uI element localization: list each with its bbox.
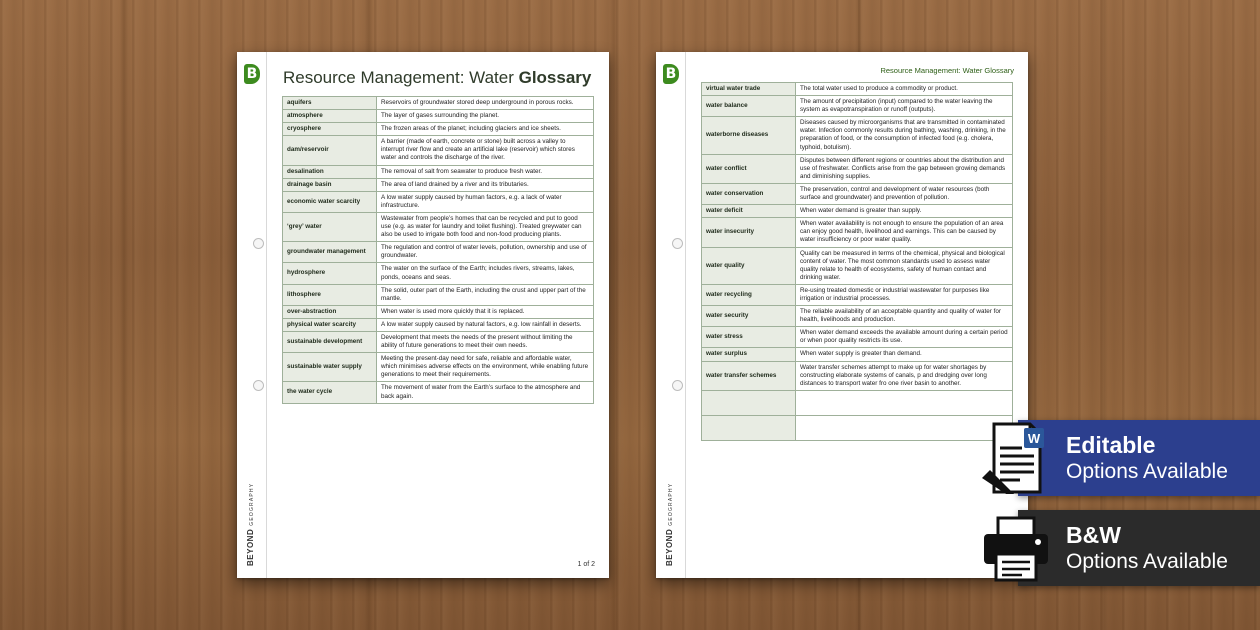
glossary-row: [283, 318, 594, 331]
beyond-logo-icon: B: [663, 64, 679, 84]
glossary-definition: The water on the surface of the Earth; includes rivers, streams, lakes, ponds, oceans and seas.: [377, 263, 594, 284]
glossary-definition: The total water used to produce a commodity or product.: [796, 83, 1013, 96]
glossary-definition: The layer of gases surrounding the planet.: [377, 110, 594, 123]
badge-title: Editable: [1066, 432, 1156, 458]
glossary-row: [283, 382, 594, 403]
empty-cell: [796, 390, 1013, 415]
editable-options-badge[interactable]: [1018, 420, 1260, 496]
punch-hole: [672, 238, 683, 249]
empty-cell: [702, 415, 796, 440]
glossary-row: [702, 83, 1013, 96]
glossary-term: water deficit: [702, 205, 796, 218]
glossary-row: [283, 97, 594, 110]
glossary-definition: The reliable availability of an acceptable quantity and quality of water for health, livelihoods and production.: [796, 306, 1013, 327]
glossary-row: [283, 284, 594, 305]
page-number: 1 of 2: [577, 561, 595, 568]
glossary-row: [702, 205, 1013, 218]
glossary-row: [283, 165, 594, 178]
glossary-term: water insecurity: [702, 218, 796, 247]
glossary-row: [702, 183, 1013, 204]
glossary-row: [283, 331, 594, 352]
brand-vertical: BEYONDGEOGRAPHY: [246, 482, 255, 566]
word-document-icon: [980, 420, 1052, 496]
glossary-definition: When water demand is greater than supply.: [796, 205, 1013, 218]
page-title: Resource Management: Water Glossary: [283, 68, 592, 87]
beyond-logo-icon: B: [244, 64, 260, 84]
glossary-term: water recycling: [702, 284, 796, 305]
empty-row: [702, 390, 1013, 415]
glossary-term: sustainable development: [283, 331, 377, 352]
glossary-term: water transfer schemes: [702, 361, 796, 390]
glossary-term: sustainable water supply: [283, 353, 377, 382]
glossary-table: [701, 82, 1013, 441]
glossary-definition: The movement of water from the Earth’s surface to the atmosphere and back again.: [377, 382, 594, 403]
glossary-definition: Development that meets the needs of the present without limiting the ability of future generations to meet their own needs.: [377, 331, 594, 352]
glossary-term: water conservation: [702, 183, 796, 204]
glossary-term: water security: [702, 306, 796, 327]
glossary-definition: Reservoirs of groundwater stored deep underground in porous rocks.: [377, 97, 594, 110]
glossary-definition: Disputes between different regions or countries about the distribution and use of freshwater. Conflicts arise from the gap between growing demands and diminishing supplies.: [796, 154, 1013, 183]
glossary-row: [702, 284, 1013, 305]
glossary-definition: The frozen areas of the planet; including glaciers and ice sheets.: [377, 123, 594, 136]
svg-text:W: W: [1027, 431, 1041, 446]
glossary-row: [702, 154, 1013, 183]
glossary-term: groundwater management: [283, 242, 377, 263]
page-margin-strip: [656, 52, 686, 578]
punch-hole: [253, 380, 264, 391]
glossary-row: [702, 218, 1013, 247]
glossary-term: lithosphere: [283, 284, 377, 305]
glossary-row: [283, 212, 594, 241]
glossary-definition: When water demand exceeds the available amount during a certain period or when poor quality restricts its use.: [796, 327, 1013, 348]
glossary-definition: Wastewater from people’s homes that can be recycled and put to good use (e.g. as water for laundry and toilet flushing). Treated greywater can also be used to irrigate both food and non-food producing plants.: [377, 212, 594, 241]
glossary-definition: A low water supply caused by natural factors, e.g. low rainfall in deserts.: [377, 318, 594, 331]
glossary-row: [283, 263, 594, 284]
glossary-row: [702, 247, 1013, 284]
glossary-definition: Meeting the present-day need for safe, reliable and affordable water, which minimises adverse effects on the environment, while enabling future generations to meet their requirements.: [377, 353, 594, 382]
glossary-definition: A low water supply caused by human factors, e.g. a lack of water infrastructure.: [377, 191, 594, 212]
glossary-term: cryosphere: [283, 123, 377, 136]
glossary-term: desalination: [283, 165, 377, 178]
glossary-page-1: [237, 52, 609, 578]
glossary-row: [283, 353, 594, 382]
badge-title: B&W: [1066, 522, 1121, 548]
glossary-row: [283, 136, 594, 165]
glossary-term: dam/reservoir: [283, 136, 377, 165]
empty-cell: [702, 390, 796, 415]
glossary-definition: When water supply is greater than demand.: [796, 348, 1013, 361]
glossary-term: physical water scarcity: [283, 318, 377, 331]
glossary-term: ‘grey’ water: [283, 212, 377, 241]
glossary-table: [282, 96, 594, 404]
running-title: Resource Management: Water Glossary: [880, 66, 1014, 75]
glossary-row: [283, 110, 594, 123]
glossary-definition: The solid, outer part of the Earth, including the crust and upper part of the mantle.: [377, 284, 594, 305]
glossary-definition: Quality can be measured in terms of the chemical, physical and biological content of water. The most common standards used to assess water quality relate to health of ecosystems, safety of human contact and drinking water.: [796, 247, 1013, 284]
glossary-term: waterborne diseases: [702, 117, 796, 154]
glossary-term: the water cycle: [283, 382, 377, 403]
glossary-row: [283, 242, 594, 263]
glossary-term: hydrosphere: [283, 263, 377, 284]
glossary-term: aquifers: [283, 97, 377, 110]
glossary-definition: The preservation, control and development of water resources (both surface and groundwater) and prevention of pollution.: [796, 183, 1013, 204]
glossary-row: [283, 191, 594, 212]
glossary-definition: A barrier (made of earth, concrete or stone) built across a valley to interrupt river flow and create an artificial lake (reservoir) which stores water and controls the discharge of the river.: [377, 136, 594, 165]
glossary-definition: The removal of salt from seawater to produce fresh water.: [377, 165, 594, 178]
glossary-definition: Re-using treated domestic or industrial wastewater for purposes like irrigation or industrial processes.: [796, 284, 1013, 305]
glossary-page-2: [656, 52, 1028, 578]
glossary-row: [702, 327, 1013, 348]
glossary-term: water stress: [702, 327, 796, 348]
glossary-row: [283, 305, 594, 318]
glossary-definition: When water availability is not enough to ensure the population of an area can enjoy good health, livelihood and earnings. This can be caused by water insufficiency or poor water quality.: [796, 218, 1013, 247]
glossary-term: economic water scarcity: [283, 191, 377, 212]
glossary-term: atmosphere: [283, 110, 377, 123]
glossary-definition: The area of land drained by a river and its tributaries.: [377, 178, 594, 191]
empty-row: [702, 415, 1013, 440]
printer-icon: [980, 512, 1052, 584]
glossary-row: [702, 348, 1013, 361]
glossary-term: drainage basin: [283, 178, 377, 191]
glossary-row: [283, 178, 594, 191]
glossary-row: [702, 96, 1013, 117]
punch-hole: [253, 238, 264, 249]
glossary-term: water balance: [702, 96, 796, 117]
glossary-row: [283, 123, 594, 136]
page-margin-strip: [237, 52, 267, 578]
glossary-definition: Water transfer schemes attempt to make up for water shortages by constructing elaborate systems of canals, p and dredging over long distances to transport water fro one river basin to another.: [796, 361, 1013, 390]
brand-vertical: BEYONDGEOGRAPHY: [665, 482, 674, 566]
glossary-term: water surplus: [702, 348, 796, 361]
punch-hole: [672, 380, 683, 391]
glossary-term: virtual water trade: [702, 83, 796, 96]
glossary-term: water quality: [702, 247, 796, 284]
glossary-definition: Diseases caused by microorganisms that are transmitted in contaminated water. Infection commonly results during bathing, washing, drinking, in the preparation of food, or the consumption of infected food (e.g. cholera, typhoid, botulism).: [796, 117, 1013, 154]
glossary-definition: When water is used more quickly that it is replaced.: [377, 305, 594, 318]
badge-subtitle: Options Available: [1066, 550, 1228, 573]
bw-options-badge[interactable]: [1018, 510, 1260, 586]
glossary-term: water conflict: [702, 154, 796, 183]
glossary-definition: The regulation and control of water levels, pollution, ownership and use of groundwater.: [377, 242, 594, 263]
glossary-definition: The amount of precipitation (input) compared to the water leaving the system as evapotranspiration or runoff (outputs).: [796, 96, 1013, 117]
glossary-term: over-abstraction: [283, 305, 377, 318]
glossary-row: [702, 117, 1013, 154]
badge-subtitle: Options Available: [1066, 460, 1228, 483]
glossary-row: [702, 306, 1013, 327]
glossary-row: [702, 361, 1013, 390]
